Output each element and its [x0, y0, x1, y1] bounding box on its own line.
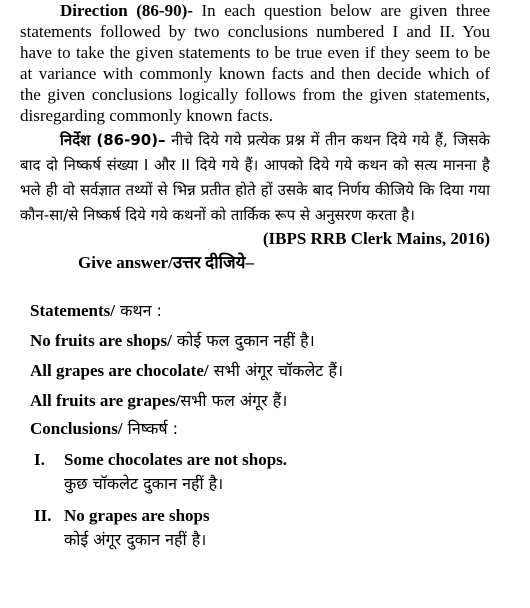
statement-2 [30, 360, 490, 382]
statement-2-hi: सभी अंगूर चॉकलेट हैं। [208, 361, 344, 380]
statements-heading [30, 300, 490, 322]
direction-text: In each question below are given three statements followed by two conclusions numbered I and II. You have to take the given statements to be true even if they seem to be at variance with commonly known facts and then decide which of the given conclusions logically follows from the given statements, disregarding commonly known facts. [20, 1, 490, 125]
conclusions-heading-en: Conclusions/ [30, 419, 123, 438]
statement-2-en: All grapes are chocolate/ [30, 361, 209, 380]
statement-3-hi: सभी फल अंगूर हैं। [180, 391, 288, 410]
conclusion-1-en: Some chocolates are not shops. [64, 450, 288, 469]
conclusion-1-number: I. [34, 450, 45, 469]
nirdesh-label: निर्देश (86-90)– [60, 131, 166, 149]
nirdesh-paragraph [20, 128, 490, 228]
statement-3 [30, 390, 490, 412]
conclusion-1 [30, 448, 490, 496]
statement-1-en: No fruits are shops/ [30, 331, 172, 350]
statement-3-en: All fruits are grapes/ [30, 391, 181, 410]
conclusions-heading-hi: निष्कर्ष : [122, 419, 179, 438]
conclusion-1-hi: कुछ चॉकलेट दुकान नहीं है। [64, 474, 224, 493]
give-answer-line: Give answer/उत्तर दीजिये– [78, 253, 254, 272]
conclusions-heading [30, 418, 490, 440]
conclusion-2-number: II. [34, 506, 52, 525]
nirdesh-text: नीचे दिये गये प्रत्येक प्रश्न में तीन कथन दिये गये हैं, जिसके बाद दो निष्कर्ष संख्या I और II दिये गये हैं। आपको दिये गये कथन को सत्य मानना है भले ही वो सर्वज्ञात तथ्यों से भिन्न प्रतीत होते हों उसके बाद निर्णय कीजिये कि दिया गया कौन-सा/से निष्कर्ष दिये गये कथनों को तार्किक रूप से अनुसरण करता है। [20, 131, 490, 224]
statements-heading-en: Statements/ [30, 301, 115, 320]
exam-source: (IBPS RRB Clerk Mains, 2016) [262, 229, 490, 248]
statement-1 [30, 330, 490, 352]
conclusion-2-en: No grapes are shops [64, 506, 210, 525]
conclusion-2 [30, 504, 490, 552]
direction-label: Direction (86-90)- [60, 1, 193, 20]
statement-1-hi: कोई फल दुकान नहीं है। [171, 331, 315, 350]
conclusion-2-hi: कोई अंगूर दुकान नहीं है। [64, 530, 207, 549]
question-page [20, 0, 490, 552]
statements-heading-hi: कथन : [114, 301, 162, 320]
direction-paragraph [20, 0, 490, 126]
